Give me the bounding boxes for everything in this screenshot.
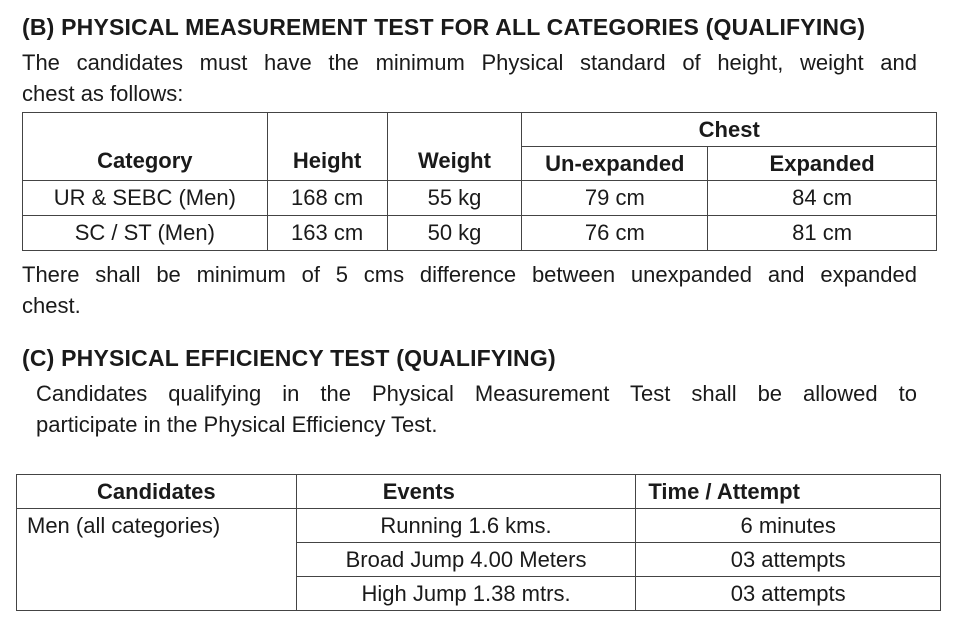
section-c-intro-line1: Candidates qualifying in the Physical Measurement Test shall be allowed to [36, 381, 917, 406]
pmt-header-category: Category [23, 113, 268, 181]
section-b-intro-line1: The candidates must have the minimum Physical standard of height, weight and [22, 50, 917, 75]
pmt-cell-weight: 55 kg [387, 181, 522, 216]
pmt-cell-expanded: 81 cm [708, 216, 937, 251]
pet-cell-event: Broad Jump 4.00 Meters [296, 543, 636, 577]
pmt-cell-height: 163 cm [267, 216, 387, 251]
pmt-header-unexpanded: Un-expanded [522, 147, 708, 181]
pet-cell-candidates: Men (all categories) [17, 509, 297, 611]
physical-measurement-table [22, 112, 937, 251]
physical-efficiency-table [16, 474, 941, 611]
pmt-header-expanded: Expanded [708, 147, 937, 181]
pet-header-row [17, 475, 941, 509]
section-b-intro [22, 47, 917, 109]
pet-cell-event: High Jump 1.38 mtrs. [296, 577, 636, 611]
pmt-cell-category: UR & SEBC (Men) [23, 181, 268, 216]
section-b-note-line2: chest. [22, 293, 81, 318]
table-row [17, 509, 941, 543]
pmt-header-height: Height [267, 113, 387, 181]
pet-cell-time: 03 attempts [636, 577, 941, 611]
section-c-heading: (C) PHYSICAL EFFICIENCY TEST (QUALIFYING) [22, 345, 556, 371]
section-b-heading: (B) PHYSICAL MEASUREMENT TEST FOR ALL CATEGORIES (QUALIFYING) [22, 14, 866, 40]
section-b-intro-line2: chest as follows: [22, 81, 184, 106]
pmt-cell-unexpanded: 76 cm [522, 216, 708, 251]
pmt-header-row-1 [23, 113, 937, 147]
pet-cell-time: 03 attempts [636, 543, 941, 577]
pet-cell-event: Running 1.6 kms. [296, 509, 636, 543]
table-row [23, 216, 937, 251]
pmt-cell-expanded: 84 cm [708, 181, 937, 216]
section-c-intro-line2: participate in the Physical Efficiency Test. [36, 412, 438, 437]
pet-header-time: Time / Attempt [636, 475, 941, 509]
section-c-intro [36, 378, 917, 440]
section-b-note [22, 259, 917, 321]
pet-header-candidates: Candidates [17, 475, 297, 509]
section-b-note-line1: There shall be minimum of 5 cms difference between unexpanded and expanded [22, 262, 917, 287]
pet-header-events: Events [296, 475, 636, 509]
table-row [23, 181, 937, 216]
pmt-cell-category: SC / ST (Men) [23, 216, 268, 251]
pmt-cell-unexpanded: 79 cm [522, 181, 708, 216]
pmt-cell-height: 168 cm [267, 181, 387, 216]
pmt-header-chest: Chest [522, 113, 937, 147]
pmt-cell-weight: 50 kg [387, 216, 522, 251]
pet-cell-time: 6 minutes [636, 509, 941, 543]
pmt-header-weight: Weight [387, 113, 522, 181]
